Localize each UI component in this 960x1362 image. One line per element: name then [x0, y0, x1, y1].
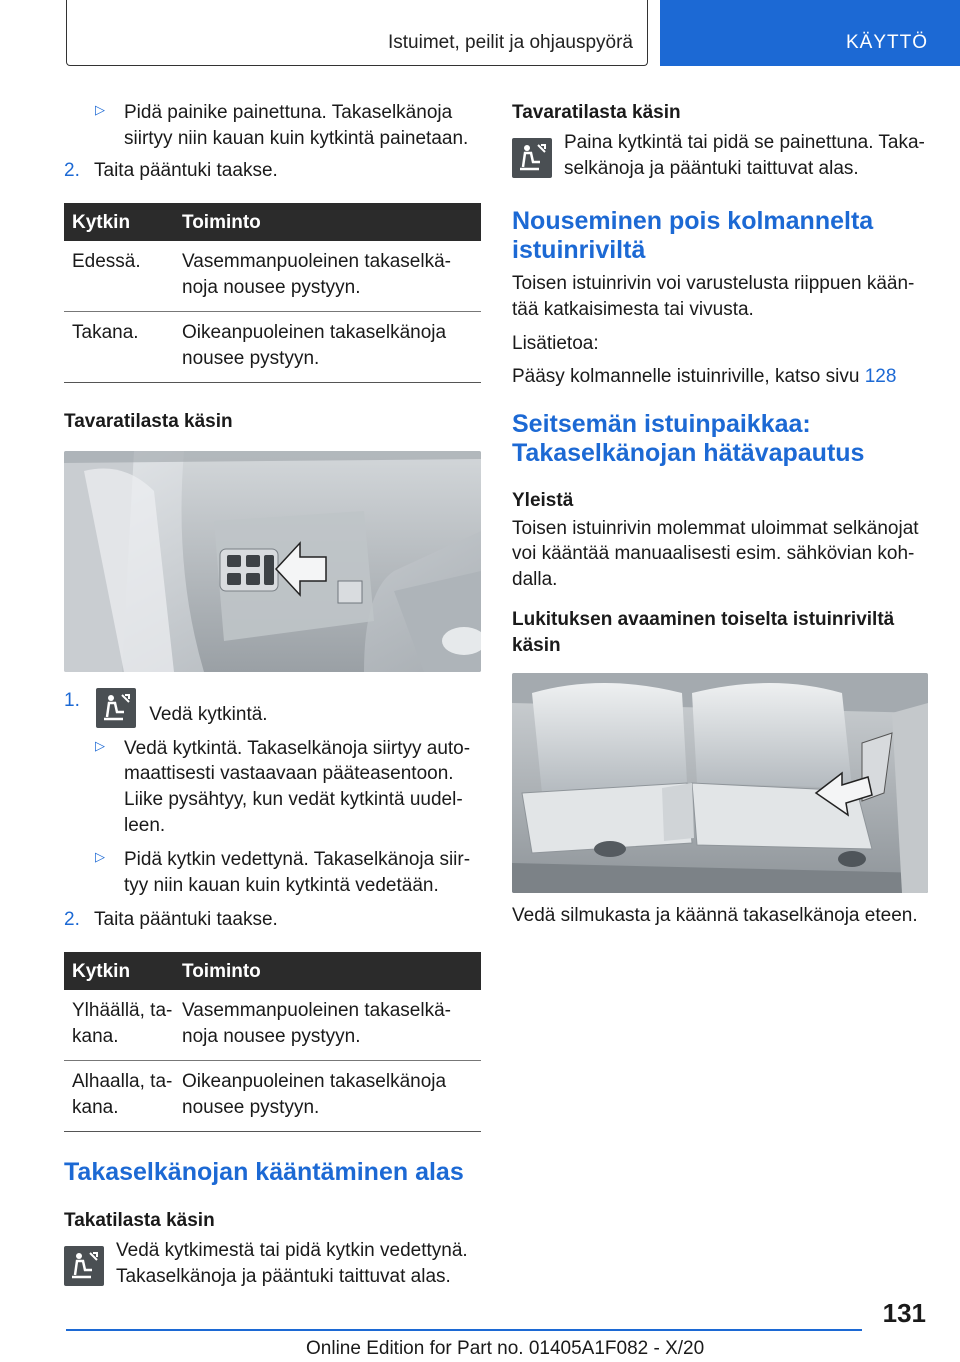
exit-text: Toisen istuinrivin voi varustelusta riippuen kään-tää katkaisimesta tai vivusta.	[512, 272, 915, 320]
seat-fold-icon	[512, 138, 552, 178]
switch-table-1	[64, 203, 481, 382]
unlock-text: Vedä silmukasta ja käännä takaselkänoja eteen.	[512, 904, 918, 926]
page-link[interactable]: 128	[864, 366, 897, 388]
heading-unlock: Lukituksen avaaminen toiselta istuinriviltä käsin	[512, 609, 895, 656]
trunk-instruction: Paina kytkintä tai pidä se painettuna. Taka-selkänoja ja pääntuki taittuvat alas.	[512, 130, 928, 182]
table-row: Ylhäällä, ta-kana. Vasemmanpuoleinen takaselkä-noja nousee pystyyn.	[72, 1000, 451, 1048]
page-number: 131	[882, 1298, 926, 1328]
more-info-label: Lisätietoa:	[512, 332, 599, 354]
step-1-sub-1: ▷ Vedä kytkintä. Takaselkänoja siirtyy auto-maattisesti vastaavaan pääteasentoon. Liike pysähtyy, kun vedät kytkintä uudel-leen.	[95, 737, 471, 837]
header-section-title: Istuimet, peilit ja ohjauspyörä	[387, 32, 633, 53]
heading-trunk-left: Tavaratilasta käsin	[64, 410, 233, 432]
rear-instruction: Vedä kytkimestä tai pidä kytkin vedettynä. Takaselkänoja ja pääntuki taittuvat alas.	[64, 1238, 481, 1290]
general-text: Toisen istuinrivin molemmat uloimmat selkänojat voi kääntää manuaalisesti esim. sähkövian koh-dalla.	[512, 517, 919, 591]
header-chapter-tab	[660, 0, 960, 66]
intro-sub-bullet: ▷ Pidä painike painettuna. Takaselkänoja siirtyy niin kauan kuin kytkintä painetaan.	[95, 102, 469, 149]
rear-seat-photo	[512, 673, 928, 893]
seat-switch-icon	[96, 688, 136, 728]
heading-general: Yleistä	[512, 489, 574, 511]
heading-trunk-right: Tavaratilasta käsin	[512, 102, 681, 123]
header-chapter-title: KÄYTTÖ	[845, 32, 928, 53]
step-2: 2. Taita pääntuki taakse.	[64, 908, 278, 930]
switch-table-2	[64, 952, 481, 1131]
triangle-bullet-icon: ▷	[95, 848, 105, 864]
triangle-bullet-icon: ▷	[95, 102, 105, 117]
table-header: Kytkin Toiminto	[64, 952, 481, 990]
right-column	[512, 100, 928, 937]
see-reference: Pääsy kolmannelle istuinriville, katso sivu 128	[512, 366, 897, 388]
step-1: 1. Vedä kytkintä.	[64, 688, 481, 728]
seat-fold-icon	[64, 1246, 104, 1286]
footer-divider	[66, 1329, 862, 1331]
section-fold-down: Takaselkänojan kääntäminen alas	[64, 1157, 464, 1186]
heading-rear: Takatilasta käsin	[64, 1210, 215, 1232]
step-1-sub-2: ▷ Pidä kytkin vedettynä. Takaselkänoja siir-tyy niin kauan kuin kytkintä vedetään.	[95, 848, 471, 896]
footer-edition: Online Edition for Part no. 01405A1F082 - X/20	[306, 1338, 705, 1359]
left-column	[64, 100, 481, 1290]
triangle-bullet-icon: ▷	[95, 737, 105, 753]
section-seven-seats: Seitsemän istuinpaikkaa: Takaselkänojan hätävapautus	[512, 410, 865, 468]
table-row: Alhaalla, ta-kana. Oikeanpuoleinen takaselkänoja nousee pystyyn.	[64, 1060, 481, 1131]
intro-step-2: 2. Taita pääntuki taakse.	[64, 159, 278, 181]
header-section-box	[66, 0, 648, 66]
trunk-switch-photo	[64, 451, 481, 672]
table-header: Kytkin Toiminto	[64, 203, 481, 241]
table-row: Takana. Oikeanpuoleinen takaselkänoja nousee pystyyn.	[64, 311, 481, 382]
section-exit-third-row: Nouseminen pois kolmannelta istuinriviltä	[512, 207, 874, 265]
table-row: Edessä. Vasemmanpuoleinen takaselkä-noja nousee pystyyn.	[72, 251, 451, 299]
